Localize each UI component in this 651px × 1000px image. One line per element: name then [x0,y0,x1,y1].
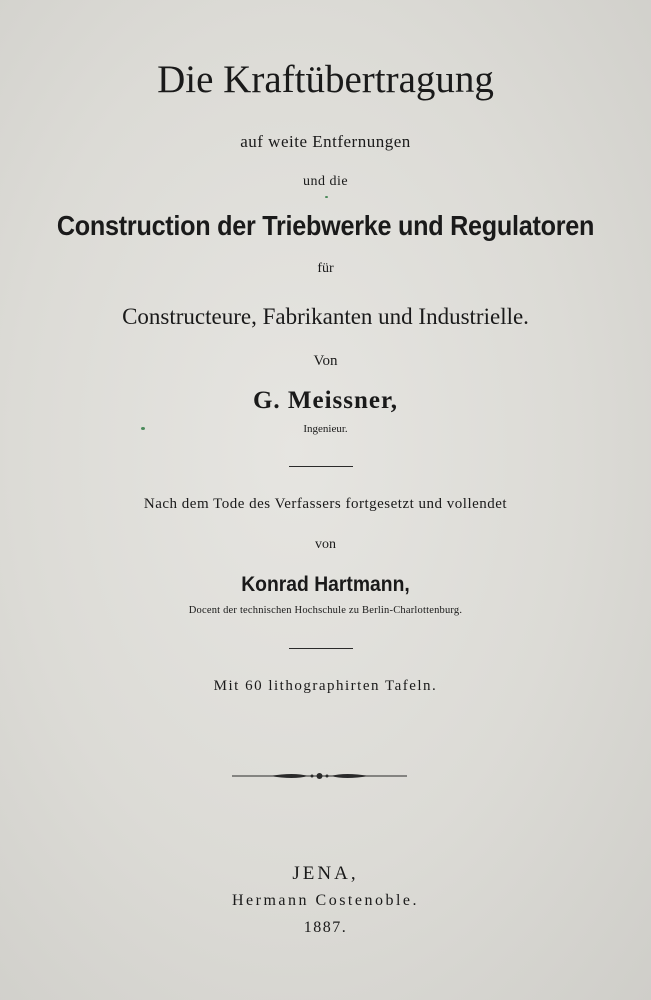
audience-line: Constructeure, Fabrikanten und Industrielle. [122,304,529,329]
divider-rule-1 [289,466,353,467]
von-word: von [315,537,336,552]
ornament-divider [232,768,407,784]
for-word: für [317,261,334,276]
imprint-year: 1887. [303,919,348,936]
editor-name: Konrad Hartmann, [241,573,410,596]
author-role: Ingenieur. [303,423,348,435]
plates-note: Mit 60 lithographirten Tafeln. [213,678,438,694]
continuation-note: Nach dem Tode des Verfassers fortgesetzt und vollendet [143,496,508,512]
subtitle-and: und die [302,174,349,189]
book-title: Die Kraftübertragung [157,58,494,101]
main-heading: Construction der Triebwerke und Regulatoren [56,210,595,241]
author-name: G. Meissner, [252,387,399,414]
paper-speck [141,427,145,430]
paper-speck [325,196,328,198]
imprint-city: JENA, [292,863,359,884]
subtitle-distance: auf weite Entfernungen [240,132,411,151]
by-word: Von [313,353,338,369]
divider-rule-2 [289,648,353,649]
imprint-publisher: Hermann Costenoble. [231,892,420,909]
editor-role: Docent der technischen Hochschule zu Berlin-Charlottenburg. [188,605,463,616]
